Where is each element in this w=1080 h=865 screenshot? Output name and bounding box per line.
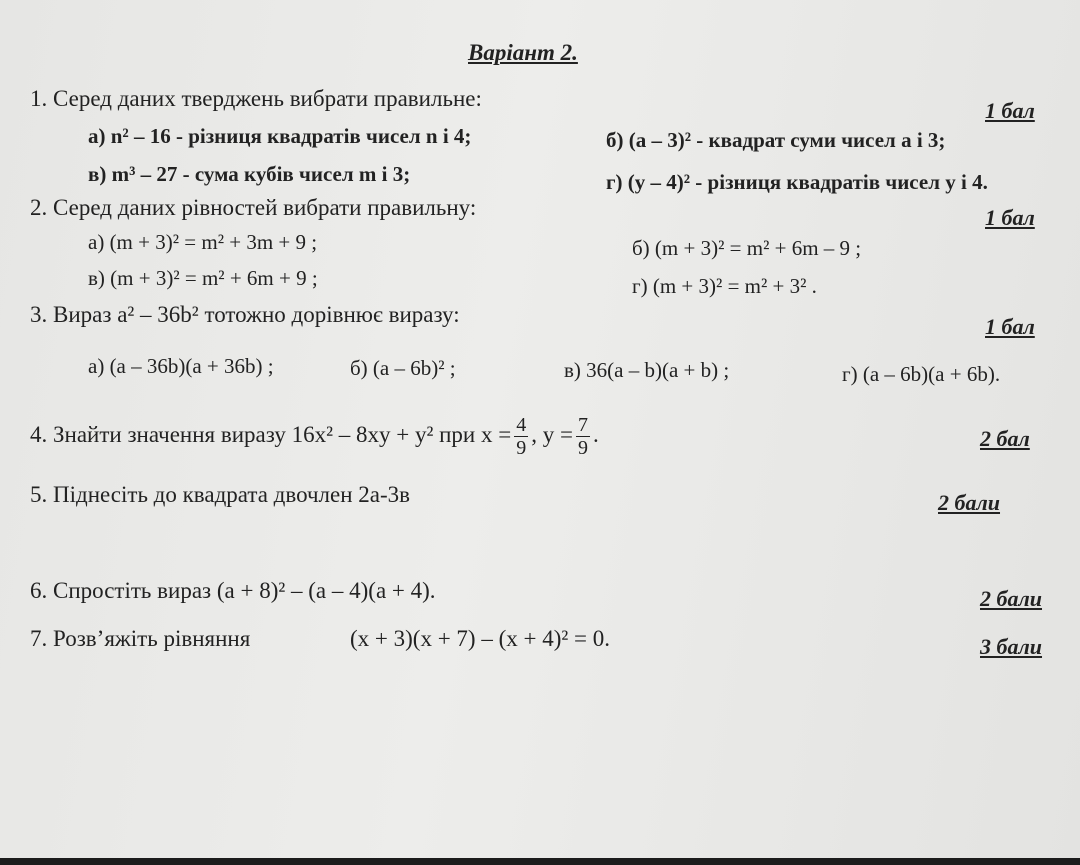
question-2-option-g: г) (m + 3)² = m² + 3² . [632,274,817,298]
question-3-option-b: б) (a – 6b)² ; [350,356,456,380]
question-7-points: 3 бали [980,634,1043,659]
photo-bottom-edge [0,858,1080,865]
question-1-option-v: в) m³ – 27 - сума кубів чисел m і 3; [88,162,411,186]
question-3-option-a: а) (a – 36b)(a + 36b) ; [88,354,274,378]
question-3-option-g: г) (a – 6b)(a + 6b). [842,362,1001,386]
question-1-option-g: г) (y – 4)² - різниця квадратів чисел y і 4. [606,170,988,194]
question-3-points: 1 бал [985,314,1035,339]
question-4-text: 4. Знайти значення виразу 16x² – 8xy + y² при x = [30,421,512,447]
question-5-text: 5. Піднесіть до квадрата двочлен 2а-3в [30,482,411,507]
question-4-y-fraction [576,414,590,459]
question-4 [30,414,599,459]
question-4-end: . [592,421,599,447]
question-2-option-b: б) (m + 3)² = m² + 6m – 9 ; [632,236,862,260]
question-4-x-fraction [514,414,528,459]
question-1-option-b: б) (a – 3)² - квадрат суми чисел a і 3; [606,128,946,152]
y-denominator: 9 [577,437,588,459]
question-2-option-v: в) (m + 3)² = m² + 6m + 9 ; [88,266,318,290]
question-5-points: 2 бали [938,490,1001,515]
x-denominator: 9 [516,437,527,459]
question-6-points: 2 бали [980,586,1043,611]
question-2-option-a: а) (m + 3)² = m² + 3m + 9 ; [88,230,318,254]
question-1-option-a: а) n² – 16 - різниця квадратів чисел n і 4; [88,124,472,148]
question-4-points: 2 бал [980,426,1030,451]
question-1-points: 1 бал [985,98,1035,123]
question-2-text: 2. Серед даних рівностей вибрати правильну: [30,195,477,220]
question-4-y-label: , y = [531,421,573,447]
page-title: Варіант 2. [468,40,578,65]
question-7-equation: (x + 3)(x + 7) – (x + 4)² = 0. [350,626,610,651]
question-1-text: 1. Серед даних тверджень вибрати правильне: [30,86,482,111]
y-numerator: 7 [577,414,588,436]
x-numerator: 4 [516,414,527,436]
question-3-option-v: в) 36(a – b)(a + b) ; [564,358,730,382]
question-7-text: 7. Розв’яжіть рівняння [30,626,251,651]
question-3-text: 3. Вираз a² – 36b² тотожно дорівнює виразу: [30,302,460,327]
question-2-points: 1 бал [985,205,1035,230]
question-6-text: 6. Спростіть вираз (a + 8)² – (a – 4)(a + 4). [30,578,436,603]
